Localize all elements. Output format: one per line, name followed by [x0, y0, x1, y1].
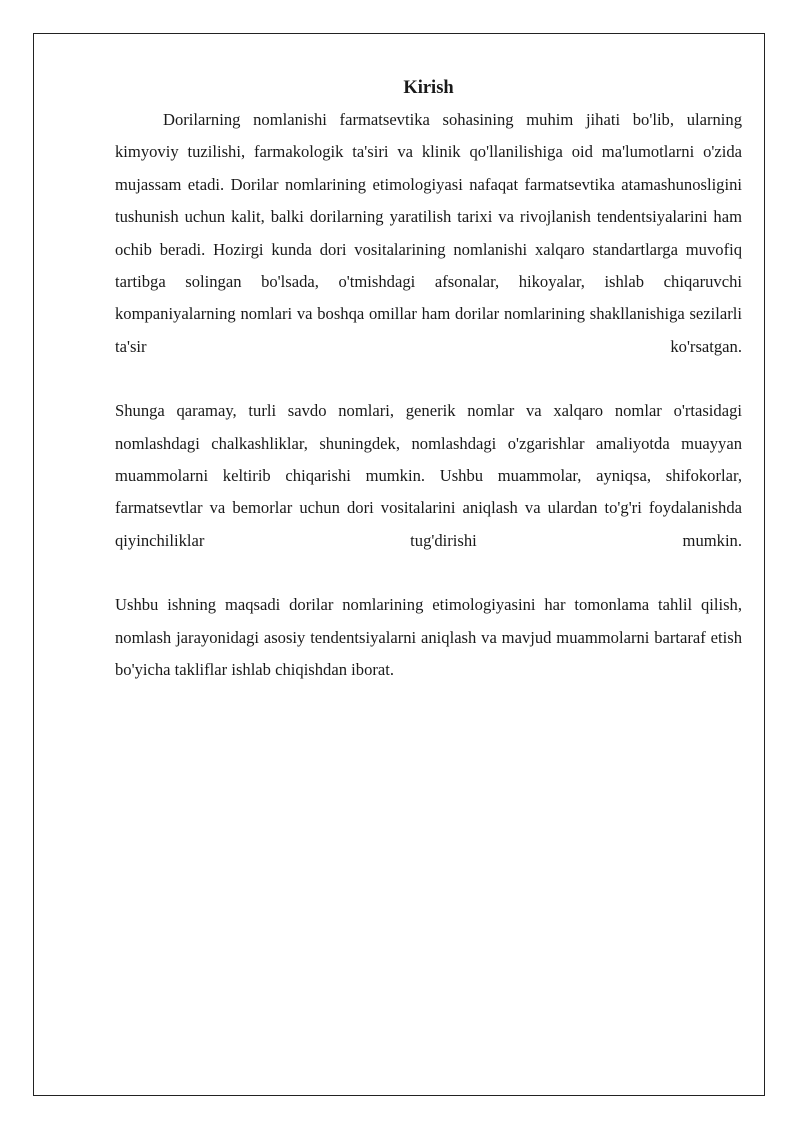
page-title: Kirish: [403, 78, 454, 98]
paragraph-problems: Shunga qaramay, turli savdo nomlari, generik nomlar va xalqaro nomlar o'rtasidagi nomlashdagi chalkashliklar, shuningdek, nomlashdagi o'zgarishlar amaliyotda muayyan muammolarni keltirib chiqarishi mumkin. Ushbu muammolar, ayniqsa, shifokorlar, farmatsevtlar va bemorlar uchun dori vositalarini aniqlash va ulardan to'g'ri foydalanishda qiyinchiliklar tug'dirishi mumkin.: [115, 401, 742, 550]
document-body: [115, 74, 742, 687]
paragraph-goal: Ushbu ishning maqsadi dorilar nomlarining etimologiyasini har tomonlama tahlil qilish, nomlash jarayonidagi asosiy tendentsiyalarni aniqlash va mavjud muammolarni bartaraf etish bo'yicha takliflar ishlab chiqishdan iborat.: [115, 595, 742, 680]
paragraph-introduction: Dorilarning nomlanishi farmatsevtika sohasining muhim jihati bo'lib, ularning kimyoviy tuzilishi, farmakologik ta'siri va klinik qo'llanilishiga oid ma'lumotlarni o'zida mujassam etadi. Dorilar nomlarining etimologiyasi nafaqat farmatsevtika atamashunosligini tushunish uchun kalit, balki dorilarning yaratilish tarixi va rivojlanish tendentsiyalarini ham ochib beradi. Hozirgi kunda dori vositalarining nomlanishi xalqaro standartlarga muvofiq tartibga solingan bo'lsada, o'tmishdagi afsonalar, hikoyalar, ishlab chiqaruvchi kompaniyalarning nomlari va boshqa omillar ham dorilar nomlarining shakllanishiga sezilarli ta'sir ko'rsatgan.: [115, 110, 742, 356]
